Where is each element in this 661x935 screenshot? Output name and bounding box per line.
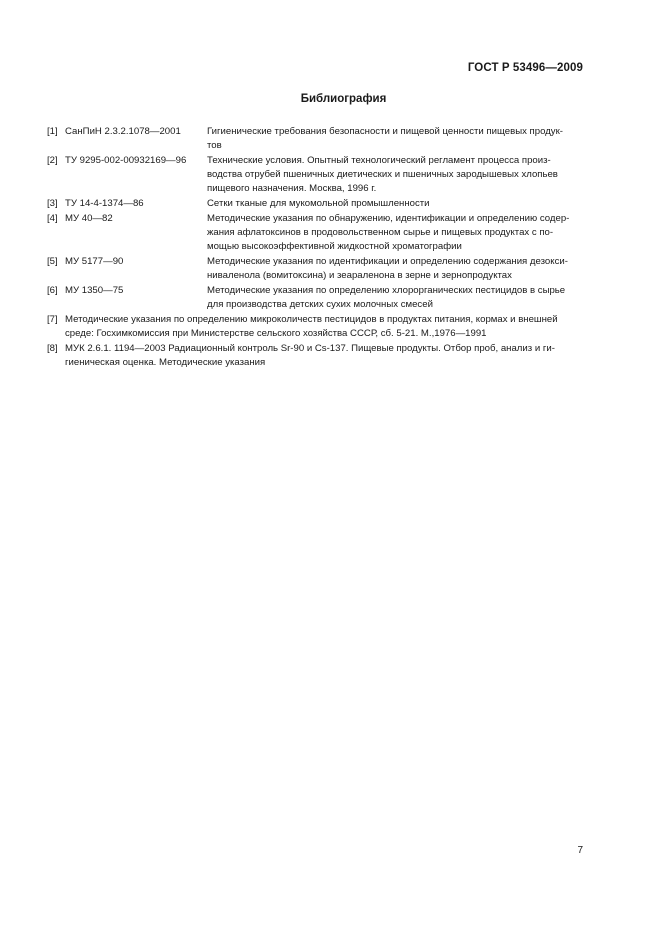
- bibliography-list: [47, 125, 583, 371]
- entry-number: [5]: [47, 256, 58, 267]
- entry-description: Гигиенические требования безопасности и пищевой ценности пищевых продук- тов: [207, 126, 563, 151]
- entry-description: Методические указания по обнаружению, идентификации и определению содер- жания афлатоксинов в продовольственном сырье и пищевых продуктах с по- мощью высокоэффективной жидкостной хроматографии: [207, 213, 570, 252]
- entry-number: [2]: [47, 155, 58, 166]
- entry-code: ТУ 9295-002-00932169—96: [65, 155, 187, 166]
- bibliography-entry: [47, 125, 583, 153]
- entry-number: [4]: [47, 213, 58, 224]
- bibliography-entry: [47, 284, 583, 312]
- bibliography-entry: [47, 212, 583, 254]
- entry-description: Сетки тканые для мукомольной промышленности: [207, 198, 430, 209]
- bibliography-title: Библиография: [300, 93, 387, 105]
- entry-description: Методические указания по идентификации и определению содержания дезокси- ниваленола (вомитоксина) и зеараленона в зерне и зернопродуктах: [207, 256, 568, 281]
- bibliography-entry: [47, 313, 583, 341]
- bibliography-entry: [47, 342, 583, 370]
- entry-code: ТУ 14-4-1374—86: [65, 198, 144, 209]
- entry-code: МУ 1350—75: [65, 285, 124, 296]
- document-code: ГОСТ Р 53496—2009: [467, 62, 583, 74]
- entry-description: Методические указания по определению микроколичеств пестицидов в продуктах питания, кормах и внешней среде: Госхимкомиссия при Министерстве сельского хозяйства СССР, сб. 5-21. М.,1976—1991: [65, 314, 558, 339]
- bibliography-entry: [47, 154, 583, 196]
- entry-code: МУ 5177—90: [65, 256, 124, 267]
- entry-code: МУ 40—82: [65, 213, 113, 224]
- page-number: 7: [577, 845, 583, 856]
- bibliography-entry: [47, 197, 583, 211]
- entry-number: [1]: [47, 126, 58, 137]
- entry-number: [3]: [47, 198, 58, 209]
- entry-description: Технические условия. Опытный технологический регламент процесса произ- водства отрубей пшеничных диетических и пшеничных зародышевых хлопьев пищевого назначения. Москва, 1996 г.: [207, 155, 558, 194]
- entry-description: МУК 2.6.1. 1194—2003 Радиационный контроль Sr-90 и Cs-137. Пищевые продукты. Отбор проб, анализ и ги- гиеническая оценка. Методические указания: [65, 343, 555, 368]
- entry-code: СанПиН 2.3.2.1078—2001: [65, 126, 181, 137]
- entry-number: [7]: [47, 314, 58, 325]
- bibliography-entry: [47, 255, 583, 283]
- entry-number: [6]: [47, 285, 58, 296]
- entry-description: Методические указания по определению хлорорганических пестицидов в сырье для производства детских сухих молочных смесей: [207, 285, 566, 310]
- entry-number: [8]: [47, 343, 58, 354]
